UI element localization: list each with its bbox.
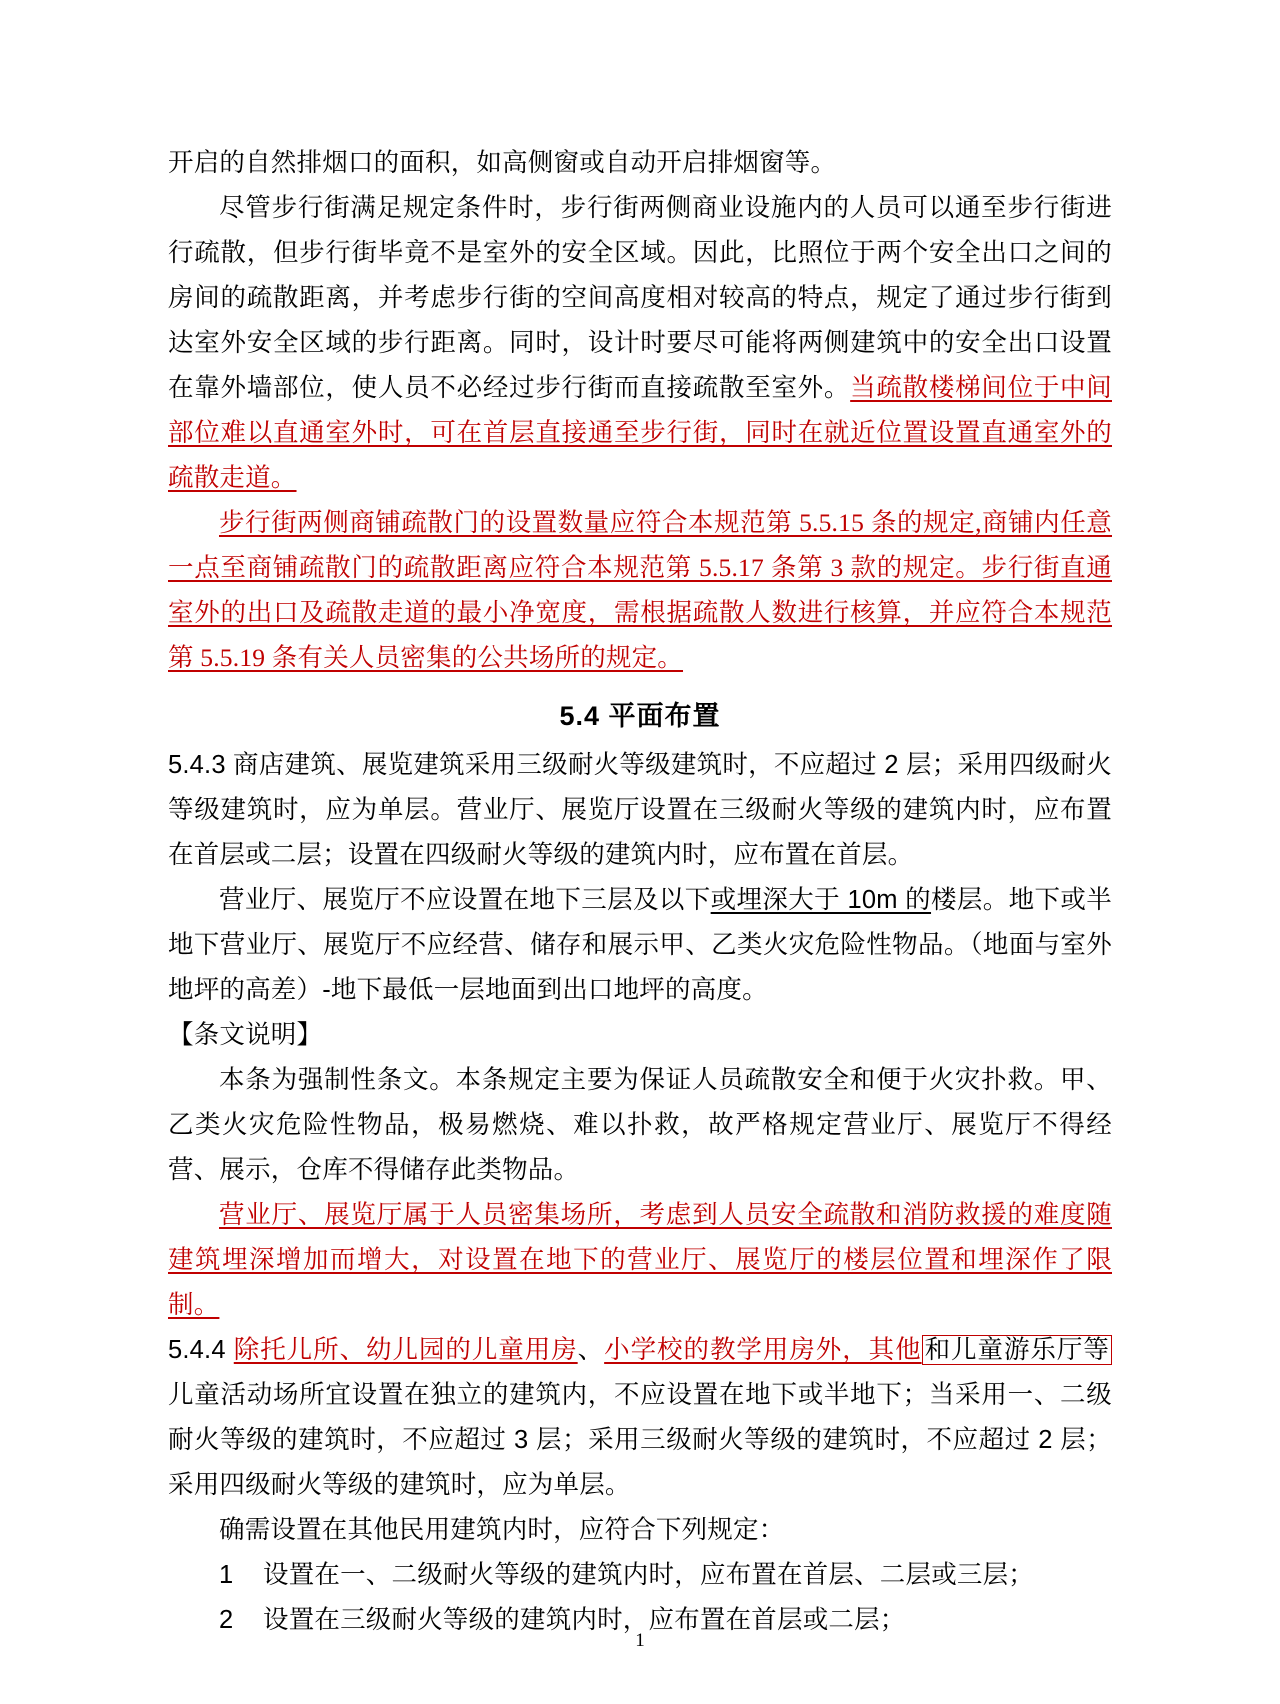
- text-run: 5.4.4: [168, 1336, 234, 1364]
- paragraph-opening: [168, 140, 1112, 185]
- clause-5-4-4: [168, 1328, 1112, 1508]
- explanation-body: [168, 1058, 1112, 1193]
- text-run: 儿童活动场所宜设置在独立的建筑内，不应设置在地下或半地下；当采用一、二级耐火等级的建筑时，不应超过 3 层；采用三级耐火等级的建筑时，不应超过 2 层；采用四级耐火等级的建筑时，应为单层。: [168, 1381, 1112, 1499]
- explanation-revision: [168, 1193, 1112, 1328]
- document-body: [168, 140, 1112, 1643]
- text-run: 楼层。地下或半地下营业厅、展览厅不应经营、储存和展示甲、乙类火灾危险性物品。（地面与室外地坪的高差）-地下最低一层地面到出口地坪的高度。: [168, 886, 1112, 1004]
- paragraph-shop-exit-doors: [168, 500, 1112, 680]
- list-item-number: 2: [219, 1606, 234, 1634]
- text-run: 确需设置在其他民用建筑内时，应符合下列规定：: [219, 1516, 785, 1544]
- text-run-boxed-comment: 和儿童游乐厅等: [922, 1335, 1112, 1365]
- text-run-revision: 除托儿所、幼儿园的儿童用房: [233, 1336, 578, 1364]
- list-item: [168, 1553, 1112, 1598]
- paragraph-pedestrian-street: [168, 185, 1112, 500]
- clause-5-4-3-para2: [168, 878, 1112, 1013]
- text-run-revision: 小学校的教学用房外，其他: [604, 1336, 922, 1364]
- page-number: 1: [635, 1630, 645, 1651]
- text-run-underlined: 或埋深大于 10m 的: [710, 886, 932, 914]
- clause-5-4-4-lead-in: [168, 1508, 1112, 1553]
- text-run-revision: 步行街两侧商铺疏散门的设置数量应符合本规范第 5.5.15 条的规定,商铺内任意一点至商铺疏散门的疏散距离应符合本规范第 5.5.17 条第 3 款的规定。步行街直通室外的出口及疏散走道的最小净宽度，需根据疏散人数进行核算，并应符合本规范第 5.5.19 条有关人员密集的公共场所的规定。: [168, 508, 1112, 672]
- text-run-revision: 营业厅、展览厅属于人员密集场所，考虑到人员安全疏散和消防救援的难度随建筑埋深增加而增大，对设置在地下的营业厅、展览厅的楼层位置和埋深作了限制。: [168, 1201, 1112, 1319]
- text-run: 营业厅、展览厅不应设置在地下三层及以下: [219, 886, 711, 914]
- text-run-revision: 当疏散楼梯间位于中间部位难以直通室外时，可在首层直接通至步行街，同时在就近位置设置直通室外的疏散走道。: [168, 373, 1112, 492]
- explanation-label: [168, 1013, 1112, 1058]
- text-run: 尽管步行街满足规定条件时，步行街两侧商业设施内的人员可以通至步行街进行疏散，但步行街毕竟不是室外的安全区域。因此，比照位于两个安全出口之间的房间的疏散距离，并考虑步行街的空间高度相对较高的特点，规定了通过步行街到达室外安全区域的步行距离。同时，设计时要尽可能将两侧建筑中的安全出口设置在靠外墙部位，使人员不必经过步行街而直接疏散至室外。: [168, 193, 1112, 402]
- clause-5-4-3: [168, 743, 1112, 878]
- section-heading: 5.4 平面布置: [559, 701, 721, 731]
- text-run: 、: [577, 1336, 605, 1364]
- list-item-number: 1: [219, 1561, 234, 1589]
- text-run: 本条为强制性条文。本条规定主要为保证人员疏散安全和便于火灾扑救。甲、乙类火灾危险性物品，极易燃烧、难以扑救，故严格规定营业厅、展览厅不得经营、展示，仓库不得储存此类物品。: [168, 1066, 1112, 1184]
- text-run: 开启的自然排烟口的面积，如高侧窗或自动开启排烟窗等。: [168, 148, 837, 177]
- list-item-text: 设置在一、二级耐火等级的建筑内时，应布置在首层、二层或三层；: [263, 1561, 1035, 1589]
- text-run: 【条文说明】: [168, 1021, 323, 1049]
- list-item-text: 设置在三级耐火等级的建筑内时，应布置在首层或二层；: [263, 1606, 906, 1634]
- text-run: 5.4.3 商店建筑、展览建筑采用三级耐火等级建筑时，不应超过 2 层；采用四级耐火等级建筑时，应为单层。营业厅、展览厅设置在三级耐火等级的建筑内时，应布置在首层或二层；设置在四级耐火等级的建筑内时，应布置在首层。: [168, 751, 1112, 869]
